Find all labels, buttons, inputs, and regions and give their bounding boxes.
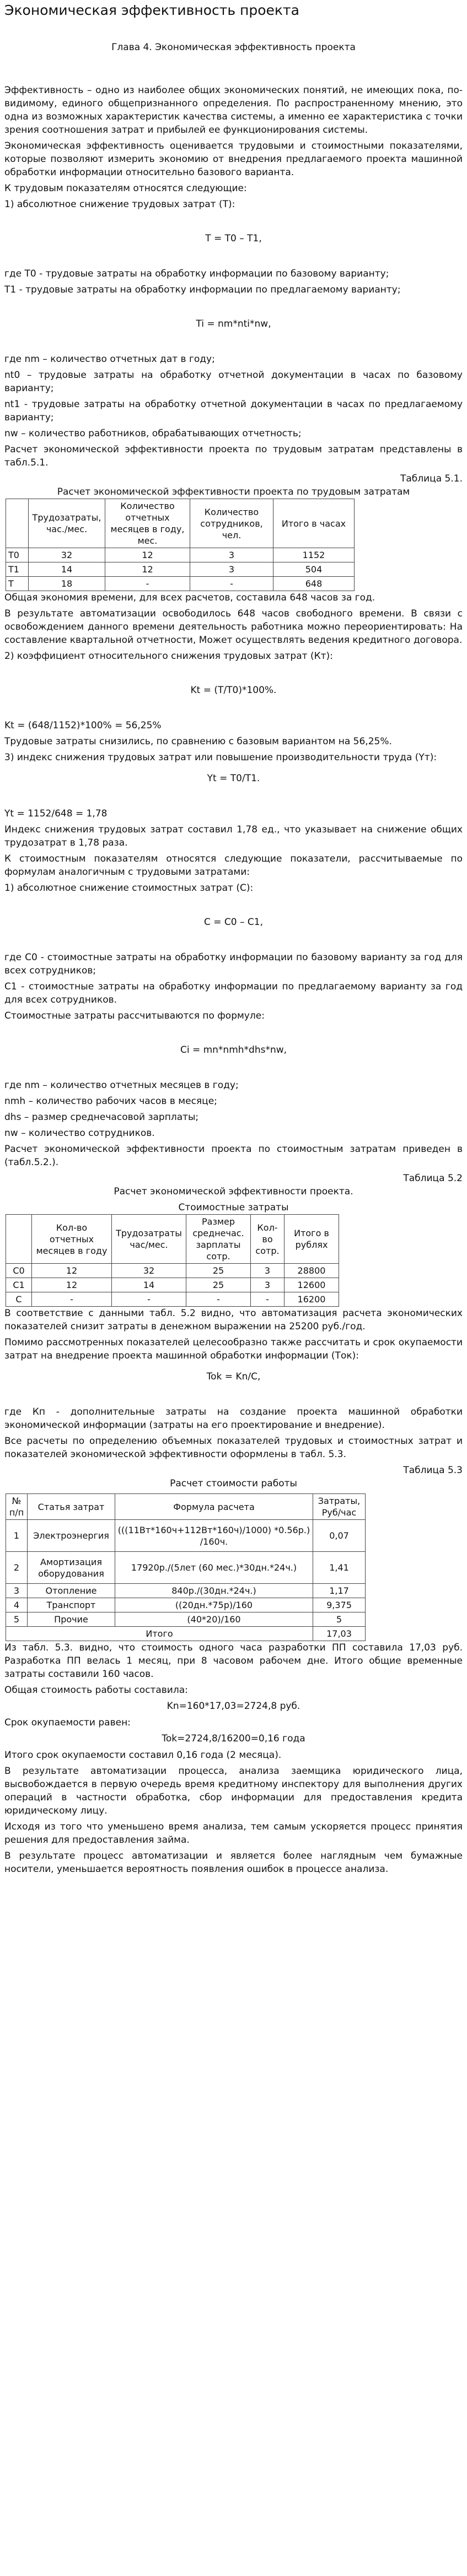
table-number: Таблица 5.3 — [403, 1465, 463, 1476]
table-title: Расчет стоимости работы — [170, 1478, 297, 1489]
labor-cost-table — [6, 499, 355, 591]
table-cell: 28800 — [285, 1264, 339, 1278]
table-header-cell: Трудозатраты, час./мес. — [29, 499, 105, 548]
table-row — [6, 1278, 339, 1292]
table-header-row — [6, 1494, 366, 1520]
table-cell: 3 — [251, 1278, 285, 1292]
table-cell: ((20дн.*75р)/160 — [115, 1598, 313, 1612]
paragraph: 1) абсолютное снижение стоимостных затрат (С): — [4, 883, 254, 894]
table-cell: 3 — [190, 548, 273, 562]
table-cell: 1,17 — [313, 1584, 366, 1598]
paragraph: 2) коэффициент относительного снижения трудовых затрат (Кт): — [4, 651, 333, 662]
paragraph: Стоимостные затраты рассчитываются по формуле: — [4, 1010, 265, 1021]
paragraph: nt1 - трудовые затраты на обработку отчетной документации в часах по предлагаемому варианту; — [4, 399, 463, 423]
table-header-row — [6, 1215, 339, 1264]
paragraph: В результате автоматизации освободилось 648 часов свободного времени. В связи с освобождением данного времени деятельность работника можно переориентировать: На составление квартальной отчетности, Может осуществлять ведения кредитного договора. — [4, 608, 463, 646]
table-subtitle: Стоимостные затраты — [178, 1202, 289, 1213]
table-header-cell: Затраты, Руб/час — [313, 1494, 366, 1520]
table-cell: C0 — [6, 1264, 32, 1278]
table-cell: - — [186, 1292, 251, 1307]
paragraph: Эффективность – одно из наиболее общих экономических понятий, не имеющих пока, по-видимому, единого общепризнанного определения. По распространенному мнению, это одна из возможных характеристик качества системы, а именно ее характеристика с точки зрения соотношения затрат и прибылей ее функционирования системы. — [4, 85, 463, 136]
table-cell: 32 — [29, 548, 105, 562]
paragraph: Расчет экономической эффективности проекта по трудовым затратам представлены в табл.5.1. — [4, 444, 463, 468]
paragraph: dhs – размер среднечасовой зарплаты; — [4, 1112, 199, 1123]
paragraph: nmh – количество рабочих часов в месяце; — [4, 1096, 217, 1107]
table-row — [6, 1520, 366, 1552]
table-cell: 17920р./(5лет (60 мес.)*30дн.*24ч.) — [115, 1552, 313, 1584]
paragraph: Общая экономия времени, для всех расчетов, составила 648 часов за год. — [4, 592, 375, 603]
table-cell: 504 — [273, 562, 355, 577]
table-row — [6, 1584, 366, 1598]
table-header-cell: Кол-во отчетных месяцев в году — [32, 1215, 112, 1264]
paragraph: nw – количество сотрудников. — [4, 1128, 155, 1139]
table-header-cell: Количество сотрудников, чел. — [190, 499, 273, 548]
formula: Т = Т0 – Т1, — [205, 233, 262, 244]
table-row — [6, 1292, 339, 1307]
paragraph: Срок окупаемости равен: — [4, 1717, 131, 1728]
table-cell: - — [112, 1292, 186, 1307]
table-cell: C1 — [6, 1278, 32, 1292]
table-row — [6, 1598, 366, 1612]
table-cell: 12600 — [285, 1278, 339, 1292]
table-row — [6, 1552, 366, 1584]
paragraph: Общая стоимость работы составила: — [4, 1685, 188, 1696]
table-cell: Амортизация оборудования — [28, 1552, 115, 1584]
paragraph: 1) абсолютное снижение трудовых затрат (Т): — [4, 199, 235, 210]
formula: Tok=2724,8/16200=0,16 года — [162, 1733, 305, 1744]
table-total-value: 17,03 — [313, 1627, 366, 1641]
table-cell: 0,07 — [313, 1520, 366, 1552]
table-cell: - — [105, 577, 190, 591]
paragraph: где Т0 - трудовые затраты на обработку информации по базовому варианту; — [4, 268, 389, 279]
table-cell: 25 — [186, 1264, 251, 1278]
paragraph: К стоимостным показателям относятся следующие показатели, рассчитываемые по формулам аналогичным с трудовыми затратами: — [4, 853, 463, 878]
table-title: Расчет экономической эффективности проекта. — [114, 1186, 353, 1197]
table-number: Таблица 5.2 — [403, 1173, 463, 1184]
table-cell: - — [190, 577, 273, 591]
table-cell: T — [6, 577, 29, 591]
chapter-heading: Глава 4. Экономическая эффективность проекта — [111, 42, 356, 53]
table-cell: - — [32, 1292, 112, 1307]
paragraph: Трудовые затраты снизились, по сравнению с базовым вариантом на 56,25%. — [4, 736, 392, 747]
table-cell: 32 — [112, 1264, 186, 1278]
table-cell: 5 — [6, 1612, 28, 1627]
paragraph: Kt = (648/1152)*100% = 56,25% — [4, 720, 162, 731]
table-total-row — [6, 1627, 366, 1641]
page-title: Экономическая эффективность проекта — [4, 2, 299, 18]
table-cell: Отопление — [28, 1584, 115, 1598]
table-cell: 9,375 — [313, 1598, 366, 1612]
table-header-cell: Формула расчета — [115, 1494, 313, 1520]
table-cell: T1 — [6, 562, 29, 577]
paragraph: Расчет экономической эффективности проекта по стоимостным затратам приведен в (табл.5.2.). — [4, 1144, 463, 1168]
paragraph: В результате процесс автоматизации и является более наглядным чем бумажные носители, уменьшается вероятность появления ошибок в процессе анализа. — [4, 1850, 463, 1875]
paragraph: Помимо рассмотренных показателей целесообразно также рассчитать и срок окупаемости затрат на внедрение проекта машинной обработки информации (Ток): — [4, 1337, 463, 1361]
table-row — [6, 1264, 339, 1278]
table-cell: 1152 — [273, 548, 355, 562]
table-row — [6, 562, 355, 577]
table-cell: (((11Вт*160ч+112Вт*160ч)/1000) *0.56р.) /160ч. — [115, 1520, 313, 1552]
table-cell: 3 — [190, 562, 273, 577]
paragraph: Yt = 1152/648 = 1,78 — [4, 808, 108, 819]
table-row — [6, 577, 355, 591]
cost-table — [6, 1214, 339, 1307]
table-cell: 14 — [112, 1278, 186, 1292]
paragraph: К трудовым показателям относятся следующие: — [4, 183, 247, 194]
table-header-cell: Итого в часах — [273, 499, 355, 548]
table-cell: 840р./(30дн.*24ч.) — [115, 1584, 313, 1598]
formula: Ti = nm*nti*nw, — [196, 318, 271, 329]
paragraph: В соответствие с данными табл. 5.2 видно, что автоматизация расчета экономических показателей снизит затраты в денежном выражении на 25200 руб./год. — [4, 1308, 463, 1332]
table-cell: T0 — [6, 548, 29, 562]
formula: Kn=160*17,03=2724,8 руб. — [167, 1701, 300, 1712]
table-header-row — [6, 499, 355, 548]
table-header-cell: Трудозатраты час/мес. — [112, 1215, 186, 1264]
paragraph: Из табл. 5.3. видно, что стоимость одного часа разработки ПП составила 17,03 руб. Разработка ПП велась 1 месяц, при 8 часовом рабочем дне. Итого общие временные затраты составили 160 часов. — [4, 1642, 463, 1680]
table-header-cell: Статья затрат — [28, 1494, 115, 1520]
paragraph: Индекс снижения трудовых затрат составил 1,78 ед., что указывает на снижение общих трудозатрат в 1,78 раза. — [4, 824, 463, 848]
work-cost-table — [6, 1493, 366, 1641]
paragraph: nt0 – трудовые затраты на обработку отчетной документации в часах по базовому варианту; — [4, 370, 463, 394]
table-cell: 2 — [6, 1552, 28, 1584]
table-header-cell: № п/п — [6, 1494, 28, 1520]
table-row — [6, 548, 355, 562]
table-cell: 12 — [32, 1278, 112, 1292]
table-header-cell: Размер среднечас. зарплаты сотр. — [186, 1215, 251, 1264]
table-header-cell: Количество отчетных месяцев в году, мес. — [105, 499, 190, 548]
table-cell: 1,41 — [313, 1552, 366, 1584]
table-cell: 1 — [6, 1520, 28, 1552]
table-cell: (40*20)/160 — [115, 1612, 313, 1627]
formula: Yt = T0/T1. — [207, 773, 260, 784]
table-cell: Транспорт — [28, 1598, 115, 1612]
paragraph: где nm – количество отчетных дат в году; — [4, 354, 215, 365]
table-total-label: Итого — [6, 1627, 313, 1641]
paragraph: Исходя из того что уменьшено время анализа, тем самым ускоряется процесс принятия решения для предоставления займа. — [4, 1821, 463, 1846]
table-cell: 25 — [186, 1278, 251, 1292]
table-number: Таблица 5.1. — [400, 473, 463, 484]
formula: Tok = Kn/C, — [206, 1371, 261, 1382]
table-cell: 3 — [251, 1264, 285, 1278]
paragraph: где nm – количество отчетных месяцев в году; — [4, 1080, 239, 1091]
paragraph: Итого срок окупаемости составил 0,16 года (2 месяца). — [4, 1750, 282, 1761]
table-cell: 12 — [105, 548, 190, 562]
table-cell: Электроэнергия — [28, 1520, 115, 1552]
table-cell: 12 — [32, 1264, 112, 1278]
formula: Ci = mn*nmh*dhs*nw, — [180, 1045, 287, 1056]
paragraph: nw – количество работников, обрабатывающих отчетность; — [4, 428, 302, 439]
table-cell: Прочие — [28, 1612, 115, 1627]
table-cell: 3 — [6, 1584, 28, 1598]
table-header-cell: Кол-во сотр. — [251, 1215, 285, 1264]
table-cell: 648 — [273, 577, 355, 591]
paragraph: С1 - стоимостные затраты на обработку информации по предлагаемому варианту за год для всех сотрудников. — [4, 981, 463, 1005]
table-row — [6, 1612, 366, 1627]
table-cell: - — [251, 1292, 285, 1307]
table-cell: 12 — [105, 562, 190, 577]
table-header-cell: Итого в рублях — [285, 1215, 339, 1264]
paragraph: В результате автоматизации процесса, анализа заемщика юридического лица, высвобождается в первую очередь время кредитному инспектору для выполнения других операций в частности обработка, сбор информации для предоставления кредита юридическому лицу. — [4, 1766, 463, 1816]
table-title: Расчет экономической эффективности проекта по трудовым затратам — [57, 486, 410, 497]
table-cell: 14 — [29, 562, 105, 577]
paragraph: где Кп - дополнительные затраты на создание проекта машинной обработки экономической информации (затраты на его проектирование и внедрение). — [4, 1406, 463, 1431]
table-cell: C — [6, 1292, 32, 1307]
paragraph: Экономическая эффективность оценивается трудовыми и стоимостными показателями, которые позволяют измерить экономию от внедрения предлагаемого проекта машинной обработки информации относительно базового варианта. — [4, 140, 463, 178]
paragraph: 3) индекс снижения трудовых затрат или повышение производительности труда (Yт): — [4, 752, 437, 763]
table-cell: 5 — [313, 1612, 366, 1627]
paragraph: где С0 - стоимостные затраты на обработку информации по базовому варианту за год для всех сотрудников; — [4, 952, 463, 976]
table-header-cell — [6, 1215, 32, 1264]
table-cell: 16200 — [285, 1292, 339, 1307]
table-cell: 18 — [29, 577, 105, 591]
paragraph: Все расчеты по определению объемных показателей трудовых и стоимостных затрат и показателей экономической эффективности оформлены в табл. 5.3. — [4, 1436, 463, 1460]
formula: C = C0 – C1, — [203, 917, 263, 928]
formula: Kt = (T/T0)*100%. — [190, 685, 277, 696]
table-cell: 4 — [6, 1598, 28, 1612]
table-header-cell — [6, 499, 29, 548]
paragraph: Т1 - трудовые затраты на обработку информации по предлагаемому варианту; — [4, 284, 401, 295]
